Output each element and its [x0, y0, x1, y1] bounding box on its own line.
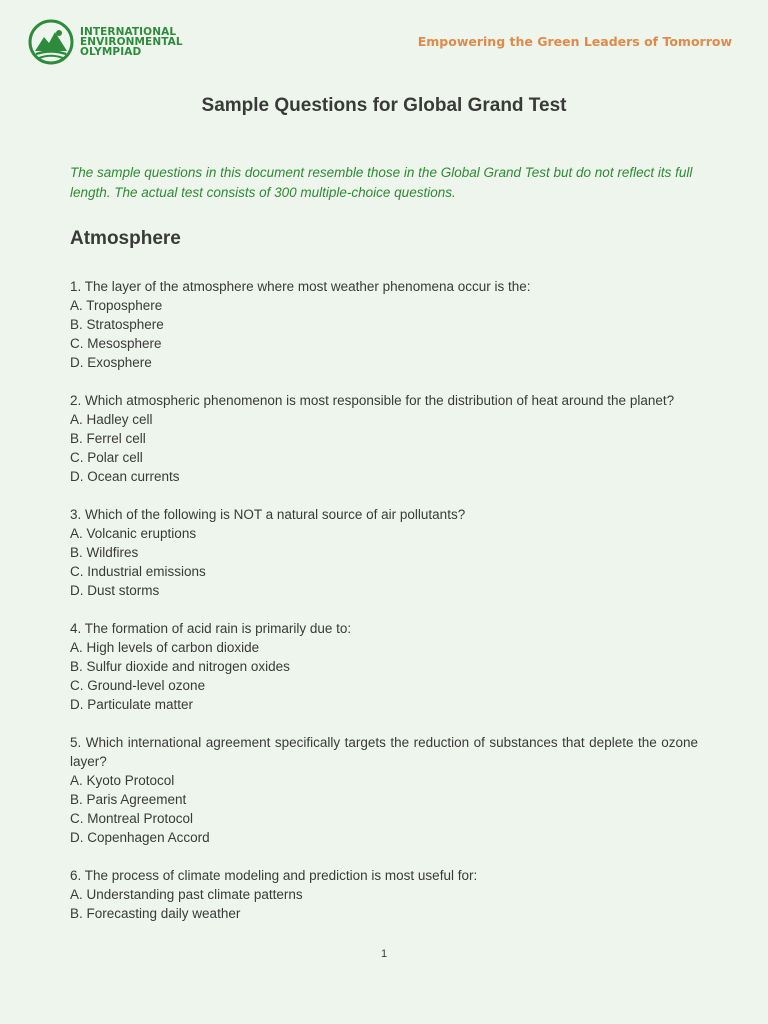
page-title: Sample Questions for Global Grand Test: [201, 95, 567, 116]
answer-option: D. Dust storms: [70, 583, 160, 598]
answer-option: D. Ocean currents: [70, 469, 180, 484]
answer-option: C. Montreal Protocol: [70, 811, 194, 826]
answer-option: C. Mesosphere: [70, 336, 162, 351]
question-text: 2. Which atmospheric phenomenon is most responsible for the distribution of heat around the planet?: [70, 393, 675, 408]
question-text: 1. The layer of the atmosphere where most weather phenomena occur is the:: [70, 279, 531, 294]
answer-option: B. Paris Agreement: [70, 792, 187, 807]
answer-option: A. Troposphere: [70, 298, 163, 313]
answer-option: A. Kyoto Protocol: [70, 773, 175, 788]
question-item: [70, 619, 698, 714]
tagline: Empowering the Green Leaders of Tomorrow: [417, 34, 732, 49]
answer-option: D. Particulate matter: [70, 697, 194, 712]
answer-option: D. Copenhagen Accord: [70, 830, 210, 845]
logo-wordmark: [80, 27, 183, 57]
answer-option: A. High levels of carbon dioxide: [70, 640, 260, 655]
answer-option: D. Exosphere: [70, 355, 152, 370]
question-item: [70, 866, 698, 923]
answer-option: A. Volcanic eruptions: [70, 526, 197, 541]
question-list: [70, 277, 698, 942]
page-number: 1: [380, 948, 388, 960]
answer-option: B. Ferrel cell: [70, 431, 146, 446]
answer-option: C. Ground-level ozone: [70, 678, 206, 693]
question-text: 3. Which of the following is NOT a natural source of air pollutants?: [70, 507, 466, 522]
answer-option: B. Wildfires: [70, 545, 139, 560]
answer-option: B. Stratosphere: [70, 317, 164, 332]
section-heading: Atmosphere: [70, 228, 181, 249]
answer-option: C. Industrial emissions: [70, 564, 206, 579]
question-text: 5. Which international agreement specifically targets the reduction of substances that deplete the ozone layer?: [70, 735, 698, 769]
question-item: [70, 391, 698, 486]
answer-option: A. Hadley cell: [70, 412, 153, 427]
intro-text: The sample questions in this document resemble those in the Global Grand Test but do not reflect its full length. The actual test consists of 300 multiple-choice questions.: [70, 165, 693, 200]
logo-line: OLYMPIAD: [80, 46, 142, 58]
logo: [28, 19, 183, 65]
answer-option: C. Polar cell: [70, 450, 143, 465]
question-text: 4. The formation of acid rain is primarily due to:: [70, 621, 352, 636]
answer-option: B. Sulfur dioxide and nitrogen oxides: [70, 659, 290, 674]
question-item: [70, 505, 698, 600]
answer-option: B. Forecasting daily weather: [70, 906, 241, 921]
question-item: [70, 277, 698, 372]
question-text: 6. The process of climate modeling and prediction is most useful for:: [70, 868, 478, 883]
mountain-globe-icon: [28, 19, 74, 65]
logo-line: INTERNATIONAL: [80, 26, 177, 38]
logo-line: ENVIRONMENTAL: [80, 36, 183, 48]
answer-option: A. Understanding past climate patterns: [70, 887, 303, 902]
question-item: [70, 733, 698, 847]
